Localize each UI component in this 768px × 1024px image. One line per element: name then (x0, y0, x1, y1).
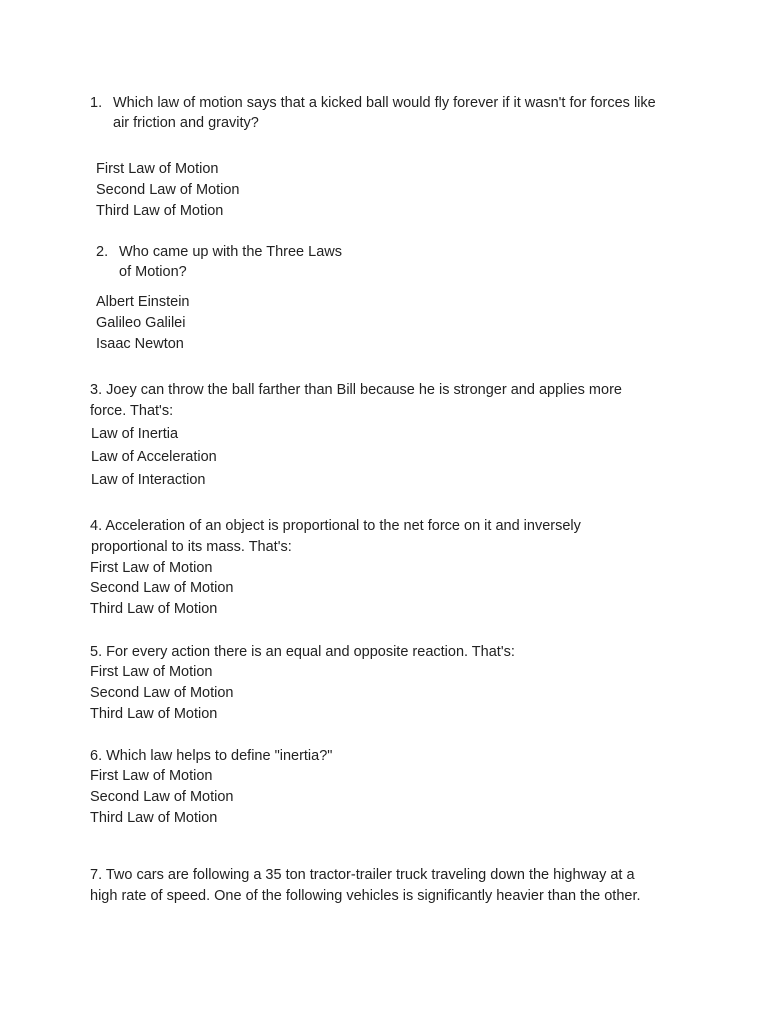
q7-text-line1: 7. Two cars are following a 35 ton tractor-trailer truck traveling down the highway at a (90, 867, 635, 883)
q5-option-2: Second Law of Motion (90, 685, 234, 701)
q4-option-1: First Law of Motion (90, 560, 213, 576)
q1-option-2: Second Law of Motion (96, 182, 240, 198)
q3-text-line2: force. That's: (90, 403, 174, 419)
q3-option-1: Law of Inertia (91, 426, 179, 442)
q2-option-2: Galileo Galilei (96, 315, 186, 331)
q1-number: 1. (90, 95, 103, 111)
q1-option-1: First Law of Motion (96, 161, 219, 177)
q4-option-3: Third Law of Motion (90, 601, 218, 617)
q5-option-3: Third Law of Motion (90, 706, 218, 722)
q3-option-3: Law of Interaction (91, 472, 206, 488)
q1-option-3: Third Law of Motion (96, 203, 224, 219)
q6-text-line1: 6. Which law helps to define "inertia?" (90, 748, 333, 764)
q2-number: 2. (96, 244, 109, 260)
q2-option-1: Albert Einstein (96, 294, 190, 310)
q2-text-line1: Who came up with the Three Laws (119, 244, 342, 260)
q5-option-1: First Law of Motion (90, 664, 213, 680)
q7-text-line2: high rate of speed. One of the following vehicles is significantly heavier than the other. (90, 888, 641, 904)
q4-text-line1: 4. Acceleration of an object is proportional to the net force on it and inversely (90, 518, 581, 534)
q2-text-line2: of Motion? (119, 264, 187, 280)
q1-text-line1: Which law of motion says that a kicked ball would fly forever if it wasn't for forces like (113, 95, 656, 111)
q2-option-3: Isaac Newton (96, 336, 184, 352)
q4-option-2: Second Law of Motion (90, 580, 234, 596)
q6-option-2: Second Law of Motion (90, 789, 234, 805)
q3-option-2: Law of Acceleration (91, 449, 217, 465)
q1-text-line2: air friction and gravity? (113, 115, 259, 131)
q5-text-line1: 5. For every action there is an equal and opposite reaction. That's: (90, 644, 515, 660)
q3-text-line1: 3. Joey can throw the ball farther than Bill because he is stronger and applies more (90, 382, 622, 398)
q6-option-3: Third Law of Motion (90, 810, 218, 826)
q4-text-line2: proportional to its mass. That's: (91, 539, 292, 555)
q6-option-1: First Law of Motion (90, 768, 213, 784)
